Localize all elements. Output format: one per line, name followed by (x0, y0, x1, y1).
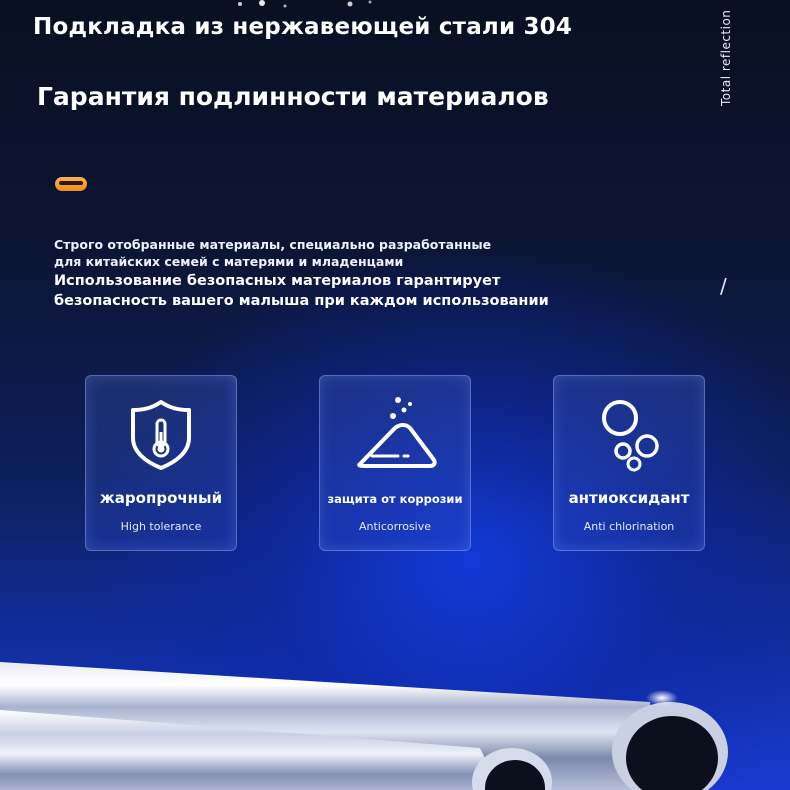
steel-pipes-image (0, 640, 790, 790)
powder-pile-icon (320, 394, 470, 474)
top-sparkle-decoration (200, 0, 420, 12)
description-line-4: безопасность вашего малыша при каждом использовании (54, 293, 549, 309)
bubbles-icon (554, 394, 704, 474)
description-line-1: Строго отобранные материалы, специально разработанные (54, 237, 492, 252)
description-small (54, 236, 491, 270)
vertical-side-text: Total reflection (719, 9, 733, 106)
description-large (54, 271, 549, 311)
description-line-2: для китайских семей с матерями и младенцами (54, 254, 404, 269)
feature-card-heat-resistant (85, 375, 237, 551)
headline-guarantee: Гарантия подлинности материалов (37, 82, 549, 111)
feature-title: защита от коррозии (327, 492, 463, 506)
description-line-3: Использование безопасных материалов гарантирует (54, 273, 501, 289)
slash-mark: / (720, 274, 727, 298)
feature-title: жаропрочный (99, 489, 223, 507)
feature-card-antioxidant (553, 375, 705, 551)
feature-subtitle: High tolerance (120, 520, 202, 533)
feature-subtitle: Anticorrosive (358, 520, 432, 533)
pill-icon (55, 177, 87, 191)
headline-material: Подкладка из нержавеющей стали 304 (33, 14, 573, 40)
feature-card-anticorrosive (319, 375, 471, 551)
feature-subtitle: Anti chlorination (583, 520, 675, 533)
thermometer-shield-icon (86, 394, 236, 474)
feature-title: антиоксидант (568, 489, 690, 507)
